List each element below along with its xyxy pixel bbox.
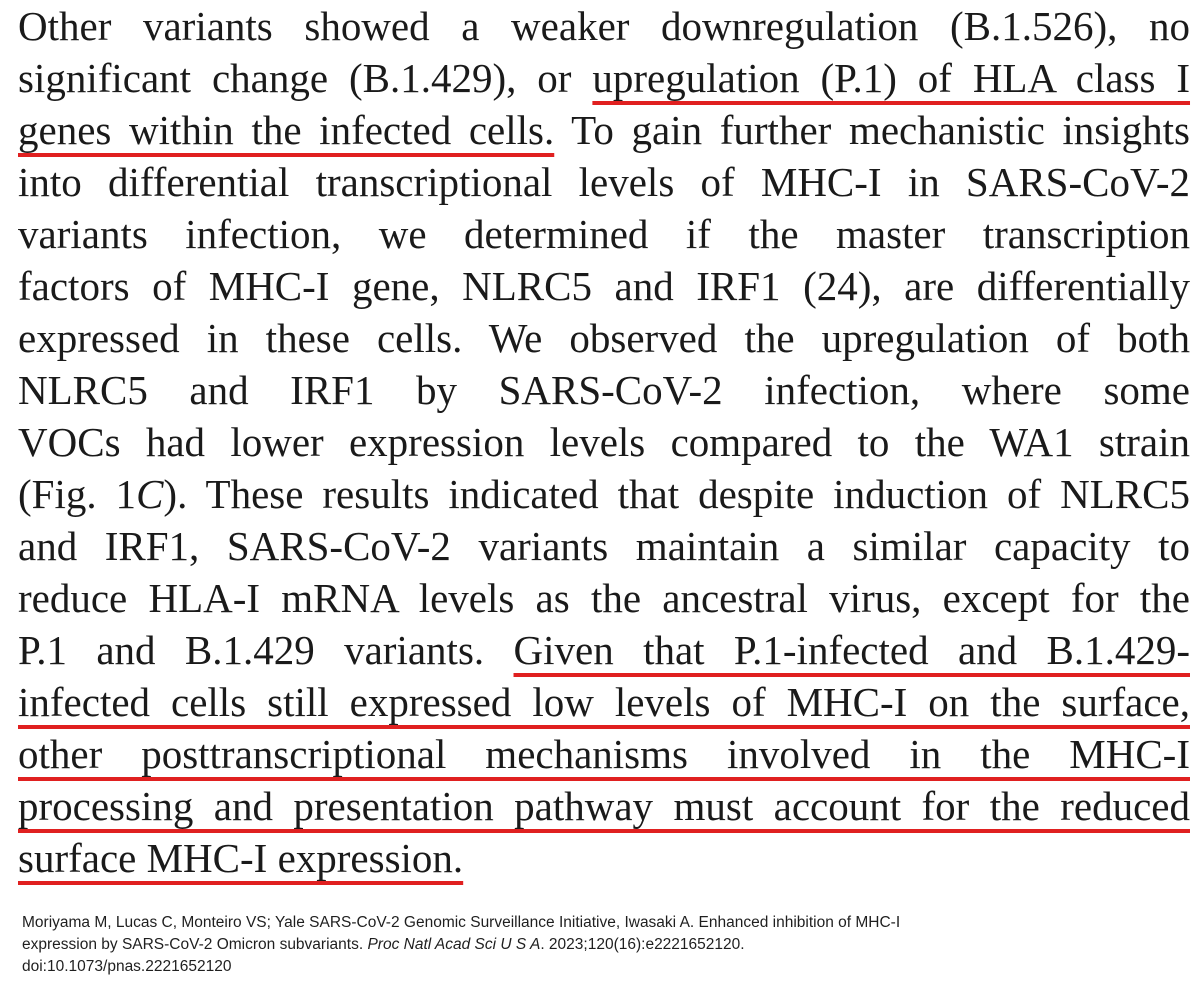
highlighted-text: infected cells still expressed low levels of MHC-I on the surface,: [18, 679, 1190, 725]
figure-panel-ref: C: [136, 471, 164, 517]
citation-line-2: [22, 934, 1182, 956]
paragraph-line-11: [18, 520, 1190, 572]
paragraph-line-16: [18, 780, 1190, 832]
paragraph-line-10: [18, 468, 1190, 520]
text-run: factors of MHC-I gene, NLRC5 and IRF1 (24), are differentially: [18, 263, 1190, 309]
highlighted-text: genes within the infected cells.: [18, 107, 555, 153]
citation-doi: doi:10.1073/pnas.2221652120: [22, 958, 232, 975]
paragraph-line-1: [18, 0, 1190, 52]
citation-line-1: [22, 912, 1182, 934]
text-run: variants infection, we determined if the master transcription: [18, 211, 1190, 257]
citation-journal: Proc Natl Acad Sci U S A: [367, 936, 541, 953]
text-run: reduce HLA-I mRNA levels as the ancestral virus, except for the: [18, 575, 1190, 621]
paragraph-line-14: [18, 676, 1190, 728]
paragraph-line-2: [18, 52, 1190, 104]
paragraph-line-17: [18, 832, 463, 884]
text-run: P.1 and B.1.429 variants.: [18, 627, 485, 673]
text-run: and IRF1, SARS-CoV-2 variants maintain a similar capacity to: [18, 523, 1190, 569]
highlighted-text: Given that P.1-infected and B.1.429-: [513, 627, 1190, 673]
paragraph-line-12: [18, 572, 1190, 624]
text-run: into differential transcriptional levels of MHC-I in SARS-CoV-2: [18, 159, 1190, 205]
text-run: To gain further mechanistic insights: [571, 107, 1190, 153]
paragraph-line-3: [18, 104, 1190, 156]
citation-authors: Moriyama M, Lucas C, Monteiro VS; Yale SARS-CoV-2 Genomic Surveillance Initiative, Iwasaki A. Enhanced inhibition of MHC-I: [22, 914, 901, 931]
highlighted-text: surface MHC-I expression.: [18, 835, 464, 881]
paragraph-line-7: [18, 312, 1190, 364]
citation: [22, 912, 1182, 978]
citation-title: expression by SARS-CoV-2 Omicron subvariants.: [22, 936, 364, 953]
highlighted-text: processing and presentation pathway must account for the reduced: [18, 783, 1190, 829]
text-run: expressed in these cells. We observed the upregulation of both: [18, 315, 1190, 361]
highlighted-text: upregulation (P.1) of HLA class I: [592, 55, 1191, 101]
citation-line-3: [22, 956, 1182, 978]
text-run: Other variants showed a weaker downregulation (B.1.526), no: [18, 3, 1190, 49]
citation-details: . 2023;120(16):e2221652120.: [540, 936, 745, 953]
paragraph-line-4: [18, 156, 1190, 208]
paragraph-line-5: [18, 208, 1190, 260]
paragraph-line-13: [18, 624, 1190, 676]
text-run: VOCs had lower expression levels compared to the WA1 strain: [18, 419, 1190, 465]
highlighted-text: other posttranscriptional mechanisms involved in the MHC-I: [18, 731, 1190, 777]
text-run: NLRC5 and IRF1 by SARS-CoV-2 infection, where some: [18, 367, 1190, 413]
paragraph-line-9: [18, 416, 1190, 468]
paragraph-line-6: [18, 260, 1190, 312]
text-run: ). These results indicated that despite induction of NLRC5: [163, 471, 1190, 517]
paragraph-line-8: [18, 364, 1190, 416]
text-run: significant change (B.1.429), or: [18, 55, 572, 101]
text-run: (Fig. 1: [18, 471, 137, 517]
paragraph-line-15: [18, 728, 1190, 780]
